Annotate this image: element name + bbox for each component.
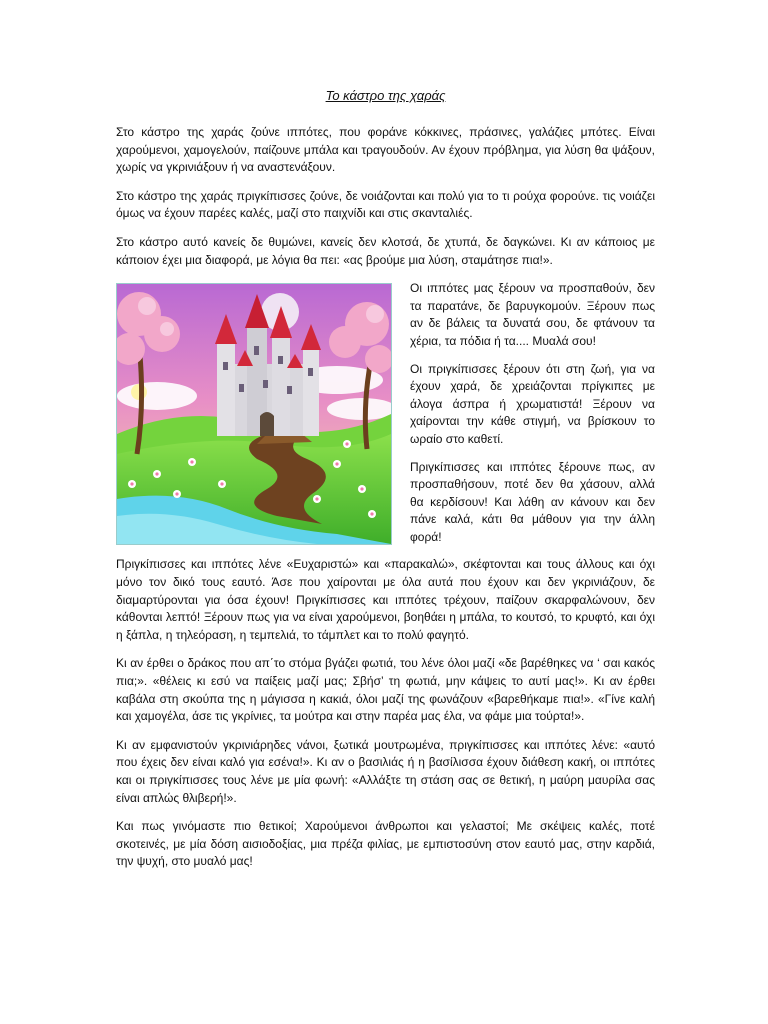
- paragraph-knights-try: Οι ιππότες μας ξέρουν να προσπαθούν, δεν τα παρατάνε, δε βαρυγκομούν. Ξέρουν πως αν δε βάλεις τα δυνατά σου, δε φτάνουν τα χέρια, τα πόδια ή τα.... Μυαλά σου!: [410, 281, 655, 348]
- paragraph-knights-boots: Στο κάστρο της χαράς ζούνε ιππότες, που φοράνε κόκκινες, πράσινες, γαλάζιες μπότες. Είναι χαρούμενοι, χαμογελούν, παίζουνε μπάλα και τραγουδούν. Αν έχουν πρόβλημα, για λύση θα ψάξουν, χωρίς να γκρινιάξουν ή να αναστενάξουν.: [116, 125, 655, 175]
- document-title: Το κάστρο της χαράς: [325, 88, 446, 103]
- castle-landscape-icon: [117, 284, 391, 544]
- paragraph-princesses-clothes: Στο κάστρο της χαράς πριγκίπισσες ζούνε, δε νοιάζονται και πολύ για το τι ρούχα φορούνε. τις νοιάζει όμως να έχουν παρέες καλές, μαζί στο παιχνίδι και στις σκανταλιές.: [116, 188, 655, 221]
- paragraph-dragon-witch: Κι αν έρθει ο δράκος που απ΄το στόμα βγάζει φωτιά, του λένε όλοι μαζί «δε βαρέθηκες να ‘ σαι κακός πια;». «θέλεις κι εσύ να παίξεις μαζί μας; Σβήσ’ τη φωτιά, μην κάψεις το αυτί μας!». Κι αν έρθει καβάλα στη σκούπα της η μάγισσα η κακιά, όλοι μαζί της φωνάζουν «βαρεθήκαμε πια!». «Γίνε καλή και χαμογέλα, άσε τις γκρίνιες, τα μούτρα και στην παρέα μας έλα, να φάμε μια τούρτα!».: [116, 656, 655, 724]
- illustration-row: [116, 280, 655, 556]
- paragraph-princesses-joy: Οι πριγκίπισσες ξέρουν ότι στη ζωή, για να έχουν χαρά, δε χρειάζονται πρίγκιπες με άλογα άσπρα ή χρωματιστά! Ξέρουν να χαίρονται την κάθε στιγμή, να βρίσκουν το ωραίο στο καθετί.: [410, 361, 655, 446]
- paragraph-be-positive: Και πως γινόμαστε πιο θετικοί; Χαρούμενοι άνθρωποι και γελαστοί; Με σκέψεις καλές, ποτέ σκοτεινές, με μία δόση αισιοδοξίας, μια πρέζα φιλίας, με εμπιστοσύνη στον εαυτό μας, στην καρδιά, την ψυχή, στο μυαλό μας!: [116, 819, 655, 869]
- castle-landscape-illustration: [116, 283, 392, 545]
- illustration-side-text: [410, 280, 655, 556]
- paragraph-thank-you: Πριγκίπισσες και ιππότες λένε «Ευχαριστώ» και «παρακαλώ», σκέφτονται και τους άλλους και όχι μόνο τον δικό τους εαυτό. Άσε που χαίρονται με όλα αυτά που έχουν και δεν γκρινιάζουν, δε διαμαρτύρονται για όσα έχουν! Πριγκίπισσες και ιππότες τρέχουν, παίζουν σκαρφαλώνουν, δεν κάθονται λεπτό! Ξέρουν πως για να είναι χαρούμενοι, βοηθάει η μπάλα, το κουτσό, το κρυφτό, και όχι η ξάπλα, η τηλεόραση, η τεμπελιά, το τάμπλετ και το πολύ φαγητό.: [116, 557, 655, 642]
- paragraph-never-lose: Πριγκίπισσες και ιππότες ξέρουνε πως, αν προσπαθήσουν, ποτέ δεν θα χάσουν, αλλά θα κερδίσουν! Και λάθη αν κάνουν και δεν πάνε καλά, κάτι θα μάθουν για την άλλη φορά!: [410, 459, 655, 544]
- paragraph-grumpy-dwarves: Κι αν εμφανιστούν γκρινιάρηδες νάνοι, ξωτικά μουτρωμένα, πριγκίπισσες και ιππότες λένε: «αυτό που έχεις δεν είναι καλό για εσένα!». Κι αν ο βασιλιάς ή η βασίλισσα έχουν διάθεση κακή, οι ιππότες και οι πριγκίπισσες τους λένε με μία φωνή: «Αλλάξτε τη στάση σας σε θετική, η μαύρη μαυρίλα σας είναι απλώς θλιβερή!».: [116, 737, 655, 805]
- paragraph-nobody-angry: Στο κάστρο αυτό κανείς δε θυμώνει, κανείς δεν κλοτσά, δε χτυπά, δε δαγκώνει. Κι αν κάποιος με κάποιον έχει μια διαφορά, με λόγια θα πει: «ας βρούμε μια λύση, σταμάτησε πια!».: [116, 234, 655, 267]
